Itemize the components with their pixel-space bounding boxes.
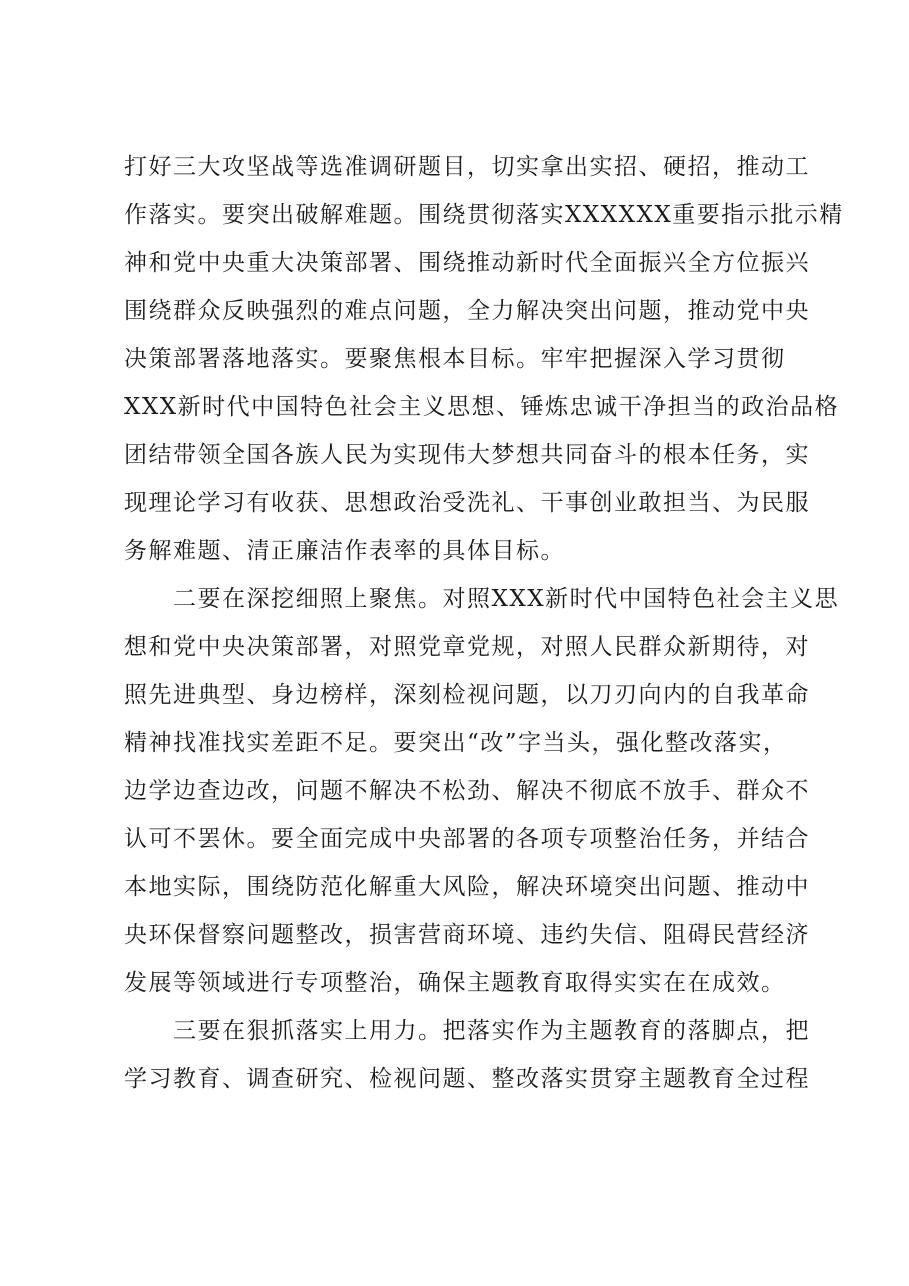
paragraph-3 bbox=[124, 1007, 824, 1103]
text-line: 边学边查边改，问题不解决不松劲、解决不彻底不放手、群众不 bbox=[124, 778, 810, 804]
document-body bbox=[124, 143, 844, 1103]
text-line: 二要在深挖细照上聚焦。对照XXX新时代中国特色社会主义思 bbox=[173, 586, 840, 612]
text-line: XXX新时代中国特色社会主义思想、锤炼忠诚干净担当的政治品格 bbox=[124, 394, 840, 420]
text-line: 认可不罢休。要全面完成中央部署的各项专项整治任务，并结合 bbox=[124, 826, 810, 852]
text-line: 团结带领全国各族人民为实现伟大梦想共同奋斗的根本任务，实 bbox=[124, 442, 810, 468]
text-line: 三要在狠抓落实上用力。把落实作为主题教育的落脚点，把 bbox=[173, 1018, 810, 1044]
text-line: 围绕群众反映强烈的难点问题，全力解决突出问题，推动党中央 bbox=[124, 298, 810, 324]
text-line: 精神找准找实差距不足。要突出“改”字当头，强化整改落实， bbox=[124, 730, 788, 756]
text-line: 想和党中央决策部署，对照党章党规，对照人民群众新期待，对 bbox=[124, 634, 810, 660]
text-line: 照先进典型、身边榜样，深刻检视问题，以刀刃向内的自我革命 bbox=[124, 682, 810, 708]
text-line: 央环保督察问题整改，损害营商环境、违约失信、阻碍民营经济 bbox=[124, 922, 810, 948]
text-line: 学习教育、调查研究、检视问题、整改落实贯穿主题教育全过程 bbox=[124, 1066, 810, 1092]
text-line: 作落实。要突出破解难题。围绕贯彻落实XXXXXX重要指示批示精 bbox=[124, 202, 844, 228]
text-line: 打好三大攻坚战等选准调研题目，切实拿出实招、硬招，推动工 bbox=[124, 154, 810, 180]
paragraph-2 bbox=[124, 575, 840, 1007]
text-line: 务解难题、清正廉洁作表率的具体目标。 bbox=[124, 538, 565, 564]
text-line: 决策部署落地落实。要聚焦根本目标。牢牢把握深入学习贯彻 bbox=[124, 346, 786, 372]
text-line: 现理论学习有收获、思想政治受洗礼、干事创业敢担当、为民服 bbox=[124, 490, 810, 516]
text-line: 本地实际，围绕防范化解重大风险，解决环境突出问题、推动中 bbox=[124, 874, 810, 900]
paragraph-1 bbox=[124, 143, 844, 575]
text-line: 神和党中央重大决策部署、围绕推动新时代全面振兴全方位振兴 bbox=[124, 250, 810, 276]
text-line: 发展等领域进行专项整治，确保主题教育取得实实在在成效。 bbox=[124, 970, 786, 996]
